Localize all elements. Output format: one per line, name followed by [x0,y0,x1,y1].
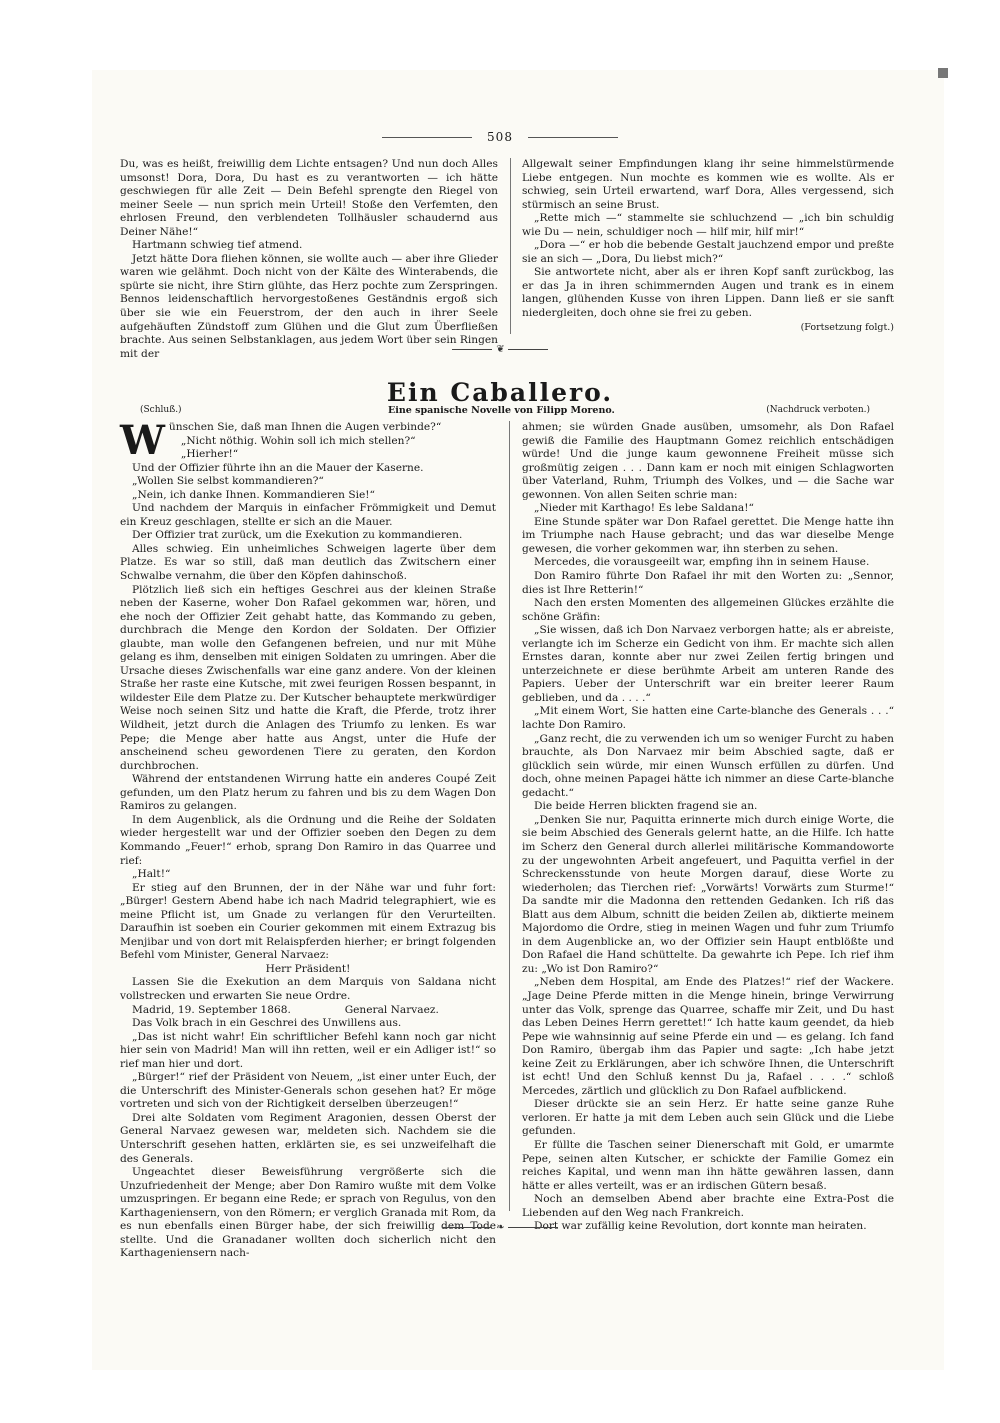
paragraph: „Ganz recht, die zu verwenden ich um so weniger Furcht zu haben brauchte, als Don Narvaez mir beim Abschied sagte, daß er glücklich sein würde, mir einen Wunsch erfüllen zu dürfen. Und doch, ohne meinen Papagei hätte ich nimmer an diese Carte-blanche gedacht.“ [522,732,894,799]
paragraph: Das Volk brach in ein Geschrei des Unwillens aus. [132,1017,402,1030]
paragraph: „Nieder mit Karthago! Es lebe Saldana!“ [534,502,754,515]
letter-body: Lassen Sie die Exekution an dem Marquis von Saldana nicht vollstrecken und erwarten Sie neue Ordre. [120,976,496,1002]
paragraph: „Bürger!“ rief der Präsident von Neuem, „ist einer unter Euch, der die Unterschrift des Minister-Generals schon gesehen hat? Er möge vortreten und sich von der Richtigkeit derselben überzeugen!“ [120,1071,496,1111]
prev-story-left-column [120,158,498,361]
end-ornament: ❧ [430,1222,570,1233]
rights-note: (Nachdruck verboten.) [766,405,870,415]
drop-cap: W [120,417,165,464]
paragraph: „Wollen Sie selbst kommandieren?“ [132,475,324,488]
paragraph: Ungeachtet dieser Beweisführung vergrößerte sich die Unzufriedenheit der Menge; aber Don Ramiro wußte mit dem Volke umzuspringen. Er begann eine Rede; er sprach von Regulus, von den Karthageniensern, von den Römern; er verglich Granada mit Rom, da es nun ebenfalls einen Bürger habe, der sich freiwillig dem Tode stellte. Und die Granadaner wollten doch sicherlich nicht den Karthageniensern nach- [120,1166,496,1260]
prev-story-right-column [522,158,894,334]
paragraph: Der Offizier trat zurück, um die Exekution zu kommandieren. [132,529,463,542]
paragraph: Wünschen Sie, daß man Ihnen die Augen verbinde?“ [120,417,442,464]
paragraph: Dort war zufällig keine Revolution, dort konnte man heiraten. [534,1220,867,1233]
story-subheading [140,405,880,419]
paragraph: In dem Augenblick, als die Ordnung und die Reihe der Soldaten wieder hergestellt war und der Offizier soeben den Degen zu dem Kommando „Feuer!“ erhob, sprang Don Ramiro in das Quarree und rief: [120,813,496,867]
paragraph: „Denken Sie nur, Paquitta erinnerte mich durch einige Worte, die sie beim Abschied des Generals gelernt hatte, an die Hilfe. Ich hatte im Scherz den General durch allerlei militärische Kommandoworte zu der ungewohnten Arbeit angefeuert, und Paquitta verfiel in der Schreckensstunde von heute Morgen darauf, diese Worte zu wiederholen; das Tierchen rief: „Vorwärts! Vorwärts zum Sturme!“ Da sandte mir die Madonna den rettenden Gedanken. Ich riß das Blatt aus dem Album, schnitt die beiden Zeilen ab, diktierte meinem Majordomo die Ordre, stieg in meinen Wagen und fuhr zum Triumfo in dem Augenblicke an, wo der Offizier sein Haupt entblößte und Don Rafael die Hand schüttelte. Da gewahrte ich Pepe. Ich rief ihm zu: „Wo ist Don Ramiro?“ [522,813,894,975]
paragraph: Allgewalt seiner Empfindungen klang ihr seine himmelstürmende Liebe entgegen. Nun mochte es kommen wie es wollte. Als er schwieg, sein Urteil erwartend, warf Dora, Alles vergessend, sich stürmisch an seine Brust. [522,158,894,211]
paragraph: Und der Offizier führte ihn an die Mauer der Kaserne. [132,461,424,474]
paragraph: „Das ist nicht wahr! Ein schriftlicher Befehl kann noch gar nicht hier sein von Madrid! Man will ihn retten, weil er ein Adliger ist!“ so rief man hier und dort. [120,1030,496,1070]
paragraph: Du, was es heißt, freiwillig dem Lichte entsagen? Und nun doch Alles umsonst! Dora, Dora, Du hast es zu verantworten — ich hätte geschwiegen für alle Zeit — Dein Befehl sprengte den Riegel von meiner Seele — nun sprich mein Urteil! Stoße den Verfemten, den ehrlosen Freund, den verblendeten Tollhäusler schaudernd aus Deiner Nähe!“ [120,158,498,238]
paragraph: Noch an demselben Abend aber brachte eine Extra-Post die Liebenden auf den Weg nach Frankreich. [522,1193,894,1219]
paragraph: Drei alte Soldaten vom Regiment Aragonien, dessen Oberst der General Narvaez gewesen war, meldeten sich. Nachdem sie die Unterschrift gesehen hatten, erklärten sie, es sei unzweifelhaft die des Generals. [120,1111,496,1165]
paragraph: Plötzlich ließ sich ein heftiges Geschrei aus der kleinen Straße neben der Kaserne, woher Don Rafael gekommen war, hören, und ehe noch der Offizier Zeit gehabt hatte, das Kommando zu geben, durchbrach die Menge den Kordon der Soldaten. Der Offizier glaubte, man wolle den Gefangenen befreien, und nur mit Mühe gelang es ihm, denselben mit einigen Soldaten zu umringen. Aber die Ursache dieses Zwischenfalls war eine ganz andere. Von der kleinen Straße her raste eine Kutsche, mit zwei feurigen Rossen bespannt, in wildester Eile dem Platze zu. Der Kutscher behauptete merkwürdiger Weise noch seinen Sitz und hatte die Kraft, die Pferde, trotz ihrer Wildheit, jetzt durch die Anlagen des Triumfo zu lenken. Es war Pepe; die Menge aber hatte aus Angst, unter die Hufe der anscheinend scheu gewordenen Tiere zu geraten, den Kordon durchbrochen. [120,583,496,772]
paragraph: „Neben dem Hospital, am Ende des Platzes!“ rief der Wackere. „Jage Deine Pferde mitten in die Menge hinein, bringe Verwirrung unter das Volk, sprenge das Quarree, schaffe mir Zeit, und Du hast das Leben Deines Herrn gerettet!“ Ich hatte kaum geendet, da hieb Pepe wie wahnsinnig auf seine Pferde ein und — es gelang. Ich fand Don Ramiro, übergab ihm das Papier und sagte: „Ich habe jetzt keine Zeit zu Erklärungen, aber ich schwöre Ihnen, die Unterschrift ist echt! Und den Schluß kennst Du ja, Rafael . . . .“ schloß Mercedes, zärtlich und glücklich zu Don Rafael aufblickend. [522,976,894,1097]
paragraph: ahmen; sie würden Gnade ausüben, umsomehr, als Don Rafael gewiß die Familie des Hauptmann Gomez reichlich entschädigen würde! Und die junge kaum gewonnene Freiheit müsse sich großmütig zeigen . . . Dann kam er noch mit einigen Schlagworten über Vaterland, Ruhm, Triumph des Volkes, und — die Sache war gewonnen. Von allen Seiten schrie man: [522,421,894,501]
paragraph: Die beide Herren blickten fragend sie an. [534,800,758,813]
page-corner-mark [938,68,948,78]
paragraph: Mercedes, die vorausgeeilt war, empfing ihn in seinem Hause. [534,556,870,569]
paragraph: Er füllte die Taschen seiner Dienerschaft mit Gold, er umarmte Pepe, seinen alten Kutscher, er schickte der Familie Gomez ein reiches Kapital, und wenn man ihn hätte gewähren lassen, dann hätte er alles verteilt, was er an irdischen Gütern besaß. [522,1138,894,1192]
page-number: 508 [487,130,513,144]
conclusion-note: (Schluß.) [140,405,182,415]
paragraph: Und nachdem der Marquis in einfacher Frömmigkeit und Demut ein Kreuz geschlagen, stellte er sich an die Mauer. [120,502,496,528]
page-number-header [0,130,1000,144]
header-rule-right [528,137,618,138]
paragraph: Dieser drückte sie an sein Herz. Er hatte seine ganze Ruhe verloren. Er hatte ja mit dem Leben auch sein Glück und die Liebe gefunden. [522,1098,894,1138]
paragraph: Jetzt hätte Dora fliehen können, sie wollte auch — aber ihre Glieder waren wie gelähmt. Doch nicht von der Kälte des Winterabends, die spürte sie nicht, ihre Stirn glühte, das Herz pochte zum Zerspringen. Bennos leidenschaftlich hervorgestoßenes Geständnis ergoß sich über sie wie ein Feuerstrom, der den auch in ihrer Seele aufgehäuften Zündstoff zum Glühen und die Glut zum Überfließen brachte. Aus seinen Selbstanklagen, aus jedem Wort über sein Ringen mit der [120,252,498,360]
paragraph: Hartmann schwieg tief atmend. [132,239,303,252]
paragraph: „Nein, ich danke Ihnen. Kommandieren Sie!“ [132,488,375,501]
column-divider-story [509,421,510,1211]
letter-signature: Madrid, 19. September 1868. General Narvaez. [132,1003,439,1016]
paragraph: „Dora —“ er hob die bebende Gestalt jauchzend empor und preßte sie an sich — „Dora, Du liebst mich?“ [522,239,894,265]
header-rule-left [382,137,472,138]
section-ornament: ❦ [440,344,560,355]
paragraph: Alles schwieg. Ein unheimliches Schweigen lagerte über dem Platze. Es war so still, daß man deutlich das Zwitschern einer Schwalbe vernahm, die über den Köpfen dahinschoß. [120,542,496,583]
story-right-column [522,421,894,1234]
paragraph: Sie antwortete nicht, aber als er ihren Kopf sanft zurückbog, las er das Ja in ihren schimmernden Augen und trank es in einem langen, glühenden Kusse von ihren Lippen. Dann ließ er sie sanft niedergleiten, doch ohne sie frei zu geben. [522,266,894,320]
paragraph: Er stieg auf den Brunnen, der in der Nähe war und fuhr fort: „Bürger! Gestern Abend habe ich nach Madrid telegraphiert, wie es meine Pflicht ist, um Gnade zu verlangen für den Verurteilten. Daraufhin ist soeben ein Courier gekommen mit einem Extrazug bis Menjibar und von dort mit Relaispferden hierher; er bringt folgenden Befehl vom Minister, General Narvaez: [120,881,496,962]
paragraph: „Mit einem Wort, Sie hatten eine Carte-blanche des Generals . . .“ lachte Don Ramiro. [522,705,894,732]
paragraph: Don Ramiro führte Don Rafael ihr mit den Worten zu: „Sennor, dies ist Ihre Retterin!“ [522,570,894,596]
paragraph: Nach den ersten Momenten des allgemeinen Glückes erzählte die schöne Gräfin: [522,597,894,623]
byline: Eine spanische Novelle von Filipp Moreno. [388,405,615,416]
story-left-column [120,417,496,1261]
paragraph: „Hierher!“ [180,448,239,461]
paragraph: „Nicht nöthig. Wohin soll ich mich stellen?“ [180,434,416,447]
paragraph: „Halt!“ [132,868,171,881]
story-title: Ein Caballero. [386,378,614,407]
letter-salutation: Herr Präsident! [265,962,351,975]
paragraph: Eine Stunde später war Don Rafael gerettet. Die Menge hatte ihn im Triumphe nach Hause gebracht; und das war dieselbe Menge gewesen, die vorher gekommen war, ihn sterben zu sehen. [522,515,894,555]
paragraph: Während der entstandenen Wirrung hatte ein anderes Coupé Zeit gefunden, um den Platz herum zu fahren und bis zu dem Wagen Don Ramiros zu gelangen. [120,773,496,813]
paragraph: „Sie wissen, daß ich Don Narvaez verborgen hatte; als er abreiste, verlangte ich im Scherze ein Gedicht von ihm. Er machte sich allen Ernstes daran, konnte aber nur zwei Zeilen fertig bringen und unterzeichnete er diese berühmte Arbeit am unteren Rande des Papiers. Ueber der Unterschrift war ein breiter leerer Raum geblieben, und da . . . .“ [522,624,894,704]
column-divider-top [510,158,511,334]
paragraph: „Rette mich —“ stammelte sie schluchzend — „ich bin schuldig wie Du — nein, schuldiger noch — hilf mir, hilf mir!“ [522,212,894,238]
continuation-note: (Fortsetzung folgt.) [800,321,894,333]
